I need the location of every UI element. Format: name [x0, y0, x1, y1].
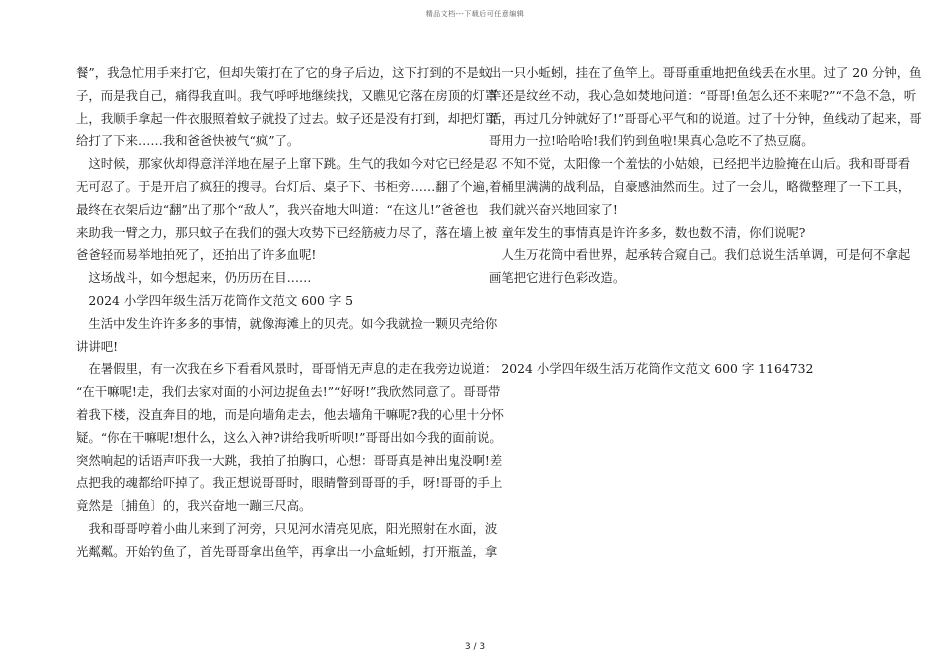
text-line: 我和哥哥哼着小曲儿来到了河旁，只见河水清亮见底，阳光照射在水面，波 — [76, 520, 498, 536]
text-line: 这场战斗，如今想起来，仍历历在目…… — [76, 270, 312, 286]
text-line: 2024 小学四年级生活万花筒作文范文 600 字 1164732 — [489, 361, 814, 377]
text-line: 来助我一臂之力，那只蚊子在我们的强大攻势下已经筋疲力尽了，落在墙上被 — [76, 224, 498, 240]
text-line: 讲讲吧! — [76, 338, 119, 354]
text-line: 着我下楼，没直奔目的地，而是向墙角走去，他去墙角干嘛呢?我的心里十分怀 — [76, 406, 504, 422]
text-line: 哥用力一拉!哈哈哈!我们钓到鱼啦!果真心急吃不了热豆腐。 — [489, 133, 814, 149]
text-line — [489, 336, 873, 359]
text-line: 无可忍了。于是开启了疯狂的搜寻。台灯后、桌子下、书柜旁……翻了个遍， — [76, 178, 498, 194]
text-line: 餐”，我急忙用手来打它，但却失策打在了它的身子后边，这下打到的不是蚊 — [76, 65, 492, 80]
right-text-column — [489, 62, 922, 381]
text-line: 我们就兴奋兴地回家了! — [489, 201, 618, 217]
text-line: 人生万花筒中看世界，起承转合窥自己。我们总说生活单调，可是何不拿起 — [489, 247, 911, 263]
text-line: 2024 小学四年级生活万花筒作文范文 600 字 5 — [76, 292, 354, 308]
text-line: 给打了下来……我和爸爸快被气“疯”了。 — [76, 133, 300, 149]
text-line: 光粼粼。开始钓鱼了，首先哥哥拿出鱼竿，再拿出一小盒蚯蚓，打开瓶盖，拿 — [76, 543, 498, 559]
text-line — [489, 290, 873, 313]
text-line: 最终在衣架后边“翻”出了那个“敌人”，我兴奋地大叫道：“在这儿!”爸爸也 — [76, 201, 479, 217]
text-line: 着桶里满满的战利品，自豪感油然而生。过了一会儿，略微整理了一下工具， — [489, 178, 911, 194]
text-line: 生活中发生许许多多的事情，就像海滩上的贝壳。如今我就捡一颗贝壳给你 — [76, 315, 498, 331]
text-line: 子，而是我自己，痛得我直叫。我气呼呼地继续找，又瞧见它落在房顶的灯罩 — [76, 87, 498, 103]
text-line: 画笔把它进行色彩改造。 — [489, 270, 626, 286]
text-line: 上，我顺手拿起一件衣服照着蚊子就投了过去。蚊子还是没有打到，却把灯罩 — [76, 110, 498, 126]
text-line: 出一只小蚯蚓，挂在了鱼竿上。哥哥重重地把鱼线丢在水里。过了 20 分钟，鱼 — [489, 65, 922, 80]
text-line: 话，再过几分钟就好了!”哥哥心平气和的说道。过了十分钟，鱼线动了起来，哥 — [489, 110, 922, 126]
text-line — [489, 313, 873, 336]
text-line: 在暑假里，有一次我在乡下看看风景时，哥哥悄无声息的走在我旁边说道： — [76, 361, 498, 377]
page-header: 精品文档---下载后可任意编辑 — [425, 10, 525, 18]
text-line: 疑。“你在干嘛呢!想什么，这么入神?讲给我听听呗!”哥哥出如今我的面前说。 — [76, 429, 502, 445]
text-line: “在干嘛呢!走，我们去家对面的小河边捉鱼去!”“好呀!”我欣然同意了。哥哥带 — [76, 384, 501, 400]
page-number: 3 / 3 — [464, 642, 486, 652]
text-line: 竟然是〔捕鱼〕的，我兴奋地一蹦三尺高。 — [76, 498, 312, 514]
text-line: 这时候，那家伙却得意洋洋地在屋子上窜下跳。生气的我如今对它已经是忍 — [76, 156, 498, 172]
text-line: 童年发生的事情真是许许多多，数也数不清，你们说呢? — [489, 224, 806, 240]
text-line: 点把我的魂都给吓掉了。我正想说哥哥时，眼睛瞥到哥哥的手，呀!哥哥的手上 — [76, 475, 503, 491]
text-line: 突然响起的话语声吓我一大跳，我拍了拍胸口，心想：哥哥真是神出鬼没啊!差 — [76, 452, 503, 468]
text-line: 爸爸轻而易举地拍死了，还拍出了许多血呢! — [76, 247, 317, 263]
left-text-column — [76, 62, 504, 564]
text-line: 不知不觉，太阳像一个羞怯的小姑娘，已经把半边脸掩在山后。我和哥哥看 — [489, 156, 911, 172]
text-line: 竿还是纹丝不动，我心急如焚地问道：“哥哥!鱼怎么还不来呢?”“不急不急，听 — [489, 87, 917, 103]
